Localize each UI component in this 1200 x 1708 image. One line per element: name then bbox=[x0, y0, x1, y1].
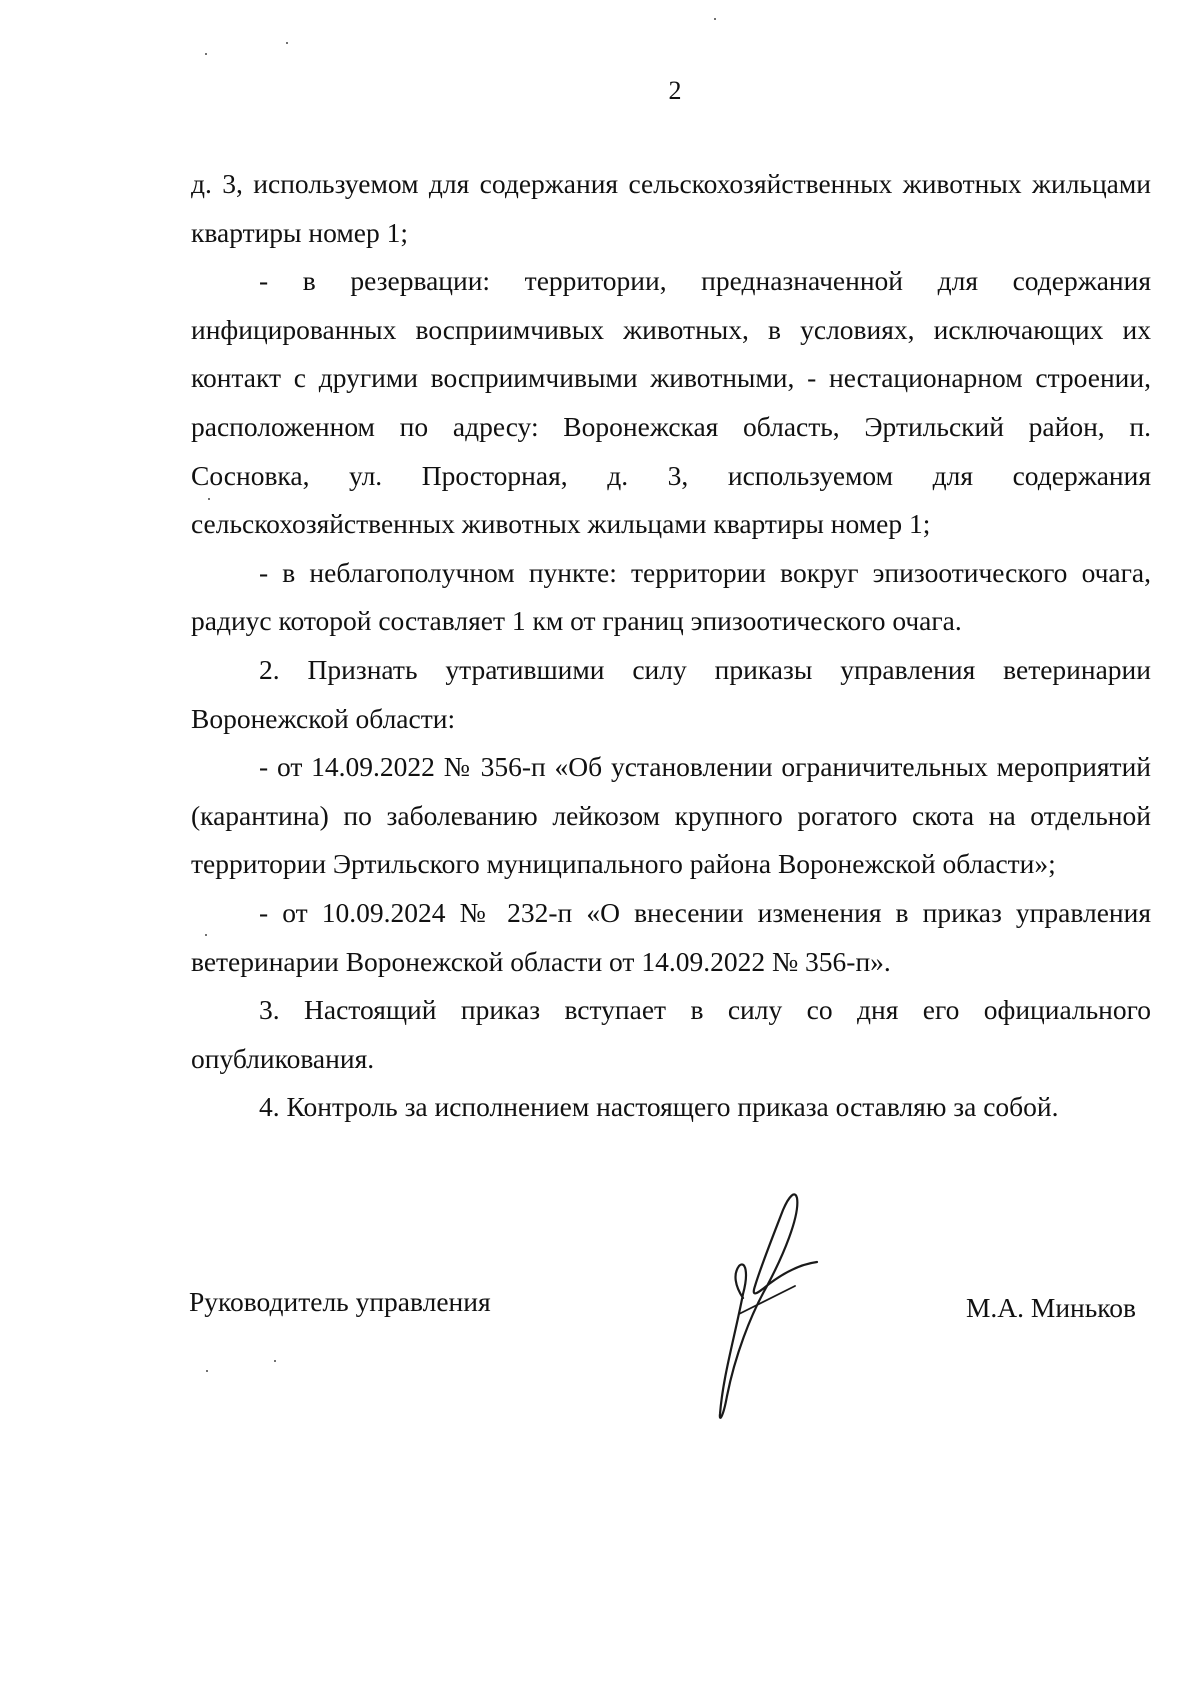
paragraph-item-3: 3. Настоящий приказ вступает в силу со дня его официального опубликования. bbox=[191, 994, 1151, 1074]
paragraph-reservation: - в резервации: территории, предназначенной для содержания инфицированных восприимчивых животных, в условиях, исключающих их контакт с другими восприимчивыми животными, - нестационарном строении, расположенном по адресу: Воронежская область, Эртильский район, п. Сосновка, ул. Просторная, д. 3, используемом для содержания сельскохозяйственных животных жильцами квартиры номер 1; bbox=[191, 265, 1151, 540]
scan-speck bbox=[205, 934, 207, 936]
handwritten-signature bbox=[705, 1186, 825, 1426]
scan-speck bbox=[274, 1360, 276, 1362]
scan-speck bbox=[208, 498, 210, 500]
paragraph-order-2022: - от 14.09.2022 № 356-п «Об установлении ограничительных мероприятий (карантина) по заболеванию лейкозом крупного рогатого скота на отдельной территории Эртильского муниципального района Воронежской области»; bbox=[191, 751, 1151, 880]
paragraph-unfavorable-point: - в неблагополучном пункте: территории вокруг эпизоотического очага, радиус которой составляет 1 км от границ эпизоотического очага. bbox=[191, 556, 1151, 637]
paragraph-item-2: 2. Признать утратившими силу приказы управления ветеринарии Воронежской области: bbox=[191, 653, 1151, 734]
paragraph-order-2024: - от 10.09.2024 № 232-п «О внесении изменения в приказ управления ветеринарии Воронежской области от 14.09.2022 № 356-п». bbox=[191, 896, 1151, 977]
paragraph-continuation: д. 3, используемом для содержания сельскохозяйственных животных жильцами квартиры номер 1; bbox=[191, 168, 1151, 248]
paragraph-item-4: 4. Контроль за исполнением настоящего приказа оставляю за собой. bbox=[259, 1091, 1059, 1123]
signatory-name: М.А. Миньков bbox=[965, 1292, 1136, 1323]
signature-block bbox=[189, 1274, 1149, 1334]
document-body bbox=[191, 160, 1151, 1132]
page-number: 2 bbox=[668, 76, 682, 105]
signatory-position: Руководитель управления bbox=[189, 1286, 491, 1317]
scan-speck bbox=[714, 18, 716, 20]
scan-speck bbox=[206, 1370, 208, 1372]
scan-speck bbox=[286, 42, 288, 44]
scan-speck bbox=[205, 53, 207, 55]
